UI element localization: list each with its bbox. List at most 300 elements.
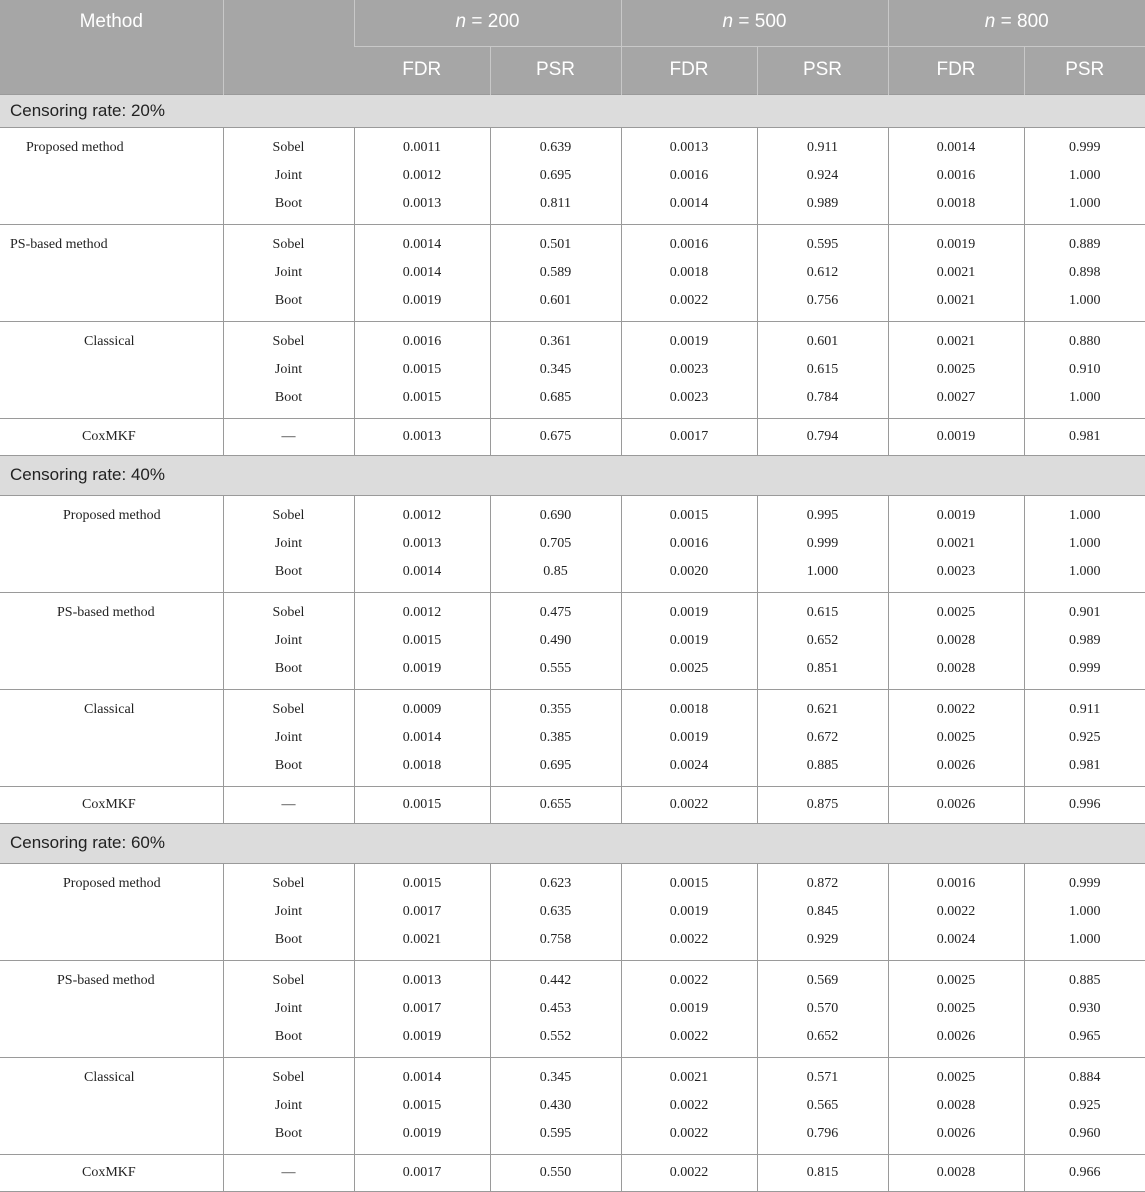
table-row (0, 1057, 1145, 1154)
fdr-cell (354, 495, 490, 592)
test-name: Sobel (224, 1064, 354, 1092)
value: 0.601 (758, 328, 888, 356)
value: 0.0028 (889, 627, 1024, 655)
section-title: Censoring rate: 60% (0, 823, 1145, 863)
test-cell (223, 224, 354, 321)
value: 0.0017 (355, 1155, 490, 1191)
value: 0.639 (491, 134, 621, 162)
table-row (0, 689, 1145, 786)
method-name: PS-based method (0, 593, 223, 627)
fdr-cell (354, 1057, 490, 1154)
test-name: Sobel (224, 502, 354, 530)
method-cell (0, 863, 223, 960)
value: 0.0017 (355, 995, 490, 1023)
n-group-header (354, 0, 621, 46)
value: 0.0024 (622, 752, 757, 780)
value: 0.85 (491, 558, 621, 586)
value: 0.0016 (889, 162, 1024, 190)
value: 0.0019 (355, 655, 490, 683)
value: 0.0015 (355, 870, 490, 898)
value: 0.0028 (889, 655, 1024, 683)
test-cell (223, 689, 354, 786)
fdr-cell (621, 1154, 757, 1191)
value: 0.925 (1025, 724, 1145, 752)
value: 0.0018 (622, 696, 757, 724)
method-name: Classical (0, 322, 223, 356)
value: 0.989 (1025, 627, 1145, 655)
value: 0.635 (491, 898, 621, 926)
value: 0.898 (1025, 259, 1145, 287)
section-row (0, 455, 1145, 495)
value: 0.0021 (889, 259, 1024, 287)
table-row (0, 592, 1145, 689)
value: 0.442 (491, 967, 621, 995)
value: 0.672 (758, 724, 888, 752)
psr-cell (1024, 786, 1145, 823)
fdr-cell (888, 863, 1024, 960)
value: 0.0014 (355, 724, 490, 752)
test-name: Boot (224, 190, 354, 218)
value: 0.885 (758, 752, 888, 780)
value: 1.000 (1025, 162, 1145, 190)
psr-cell (757, 418, 888, 455)
value: 0.999 (1025, 655, 1145, 683)
fdr-cell (621, 418, 757, 455)
value: 0.0013 (355, 419, 490, 455)
value: 0.0022 (622, 1092, 757, 1120)
method-name: Proposed method (0, 864, 223, 898)
fdr-cell (354, 689, 490, 786)
method-name: Classical (0, 690, 223, 724)
fdr-cell (621, 127, 757, 224)
value: 0.0018 (889, 190, 1024, 218)
test-name: Joint (224, 259, 354, 287)
value: 0.0022 (889, 898, 1024, 926)
value: 0.571 (758, 1064, 888, 1092)
method-cell (0, 786, 223, 823)
value: 0.0019 (355, 1023, 490, 1051)
test-cell (223, 863, 354, 960)
value: 0.0025 (889, 1064, 1024, 1092)
value: 0.501 (491, 231, 621, 259)
table-row (0, 418, 1145, 455)
value: 0.0022 (622, 1120, 757, 1148)
fdr-cell (354, 418, 490, 455)
psr-cell (1024, 689, 1145, 786)
table-row (0, 1154, 1145, 1191)
value: 0.0022 (889, 696, 1024, 724)
test-name: Joint (224, 162, 354, 190)
value: 0.758 (491, 926, 621, 954)
fdr-header: FDR (621, 46, 757, 94)
psr-cell (490, 689, 621, 786)
value: 0.0019 (355, 287, 490, 315)
table-row (0, 495, 1145, 592)
method-name: CoxMKF (0, 1155, 223, 1191)
method-name: CoxMKF (0, 787, 223, 823)
table-row (0, 863, 1145, 960)
fdr-cell (621, 1057, 757, 1154)
value: 0.999 (1025, 134, 1145, 162)
value: 0.569 (758, 967, 888, 995)
value: 1.000 (1025, 502, 1145, 530)
value: 0.0023 (622, 384, 757, 412)
test-cell (223, 960, 354, 1057)
section-row (0, 94, 1145, 127)
value: 0.0021 (889, 530, 1024, 558)
method-name: Proposed method (0, 128, 223, 162)
test-name: Sobel (224, 967, 354, 995)
value: 0.911 (1025, 696, 1145, 724)
fdr-cell (888, 592, 1024, 689)
n-symbol: n (723, 11, 734, 32)
value: 0.615 (758, 356, 888, 384)
psr-header: PSR (1024, 46, 1145, 94)
n-value: = 500 (738, 11, 786, 32)
fdr-cell (888, 689, 1024, 786)
test-cell (223, 786, 354, 823)
table-body (0, 94, 1145, 1191)
test-name: Boot (224, 558, 354, 586)
value: 0.756 (758, 287, 888, 315)
psr-cell (757, 863, 888, 960)
value: 1.000 (1025, 898, 1145, 926)
psr-cell (1024, 1057, 1145, 1154)
value: 0.0015 (355, 384, 490, 412)
psr-cell (490, 127, 621, 224)
value: 1.000 (1025, 530, 1145, 558)
value: 0.0025 (889, 967, 1024, 995)
value: 0.0013 (355, 967, 490, 995)
psr-cell (1024, 1154, 1145, 1191)
test-cell (223, 127, 354, 224)
value: 0.0025 (889, 356, 1024, 384)
method-name: PS-based method (0, 225, 223, 259)
value: 0.0022 (622, 287, 757, 315)
n-group-header (888, 0, 1145, 46)
method-cell (0, 495, 223, 592)
test-name: — (224, 1155, 354, 1191)
value: 0.930 (1025, 995, 1145, 1023)
value: 0.652 (758, 1023, 888, 1051)
test-name: Joint (224, 898, 354, 926)
value: 0.705 (491, 530, 621, 558)
value: 0.652 (758, 627, 888, 655)
psr-cell (757, 592, 888, 689)
value: 0.0028 (889, 1092, 1024, 1120)
test-name: Boot (224, 752, 354, 780)
value: 0.565 (758, 1092, 888, 1120)
method-header: Method (0, 0, 223, 94)
value: 0.794 (758, 419, 888, 455)
value: 0.655 (491, 787, 621, 823)
value: 0.0017 (355, 898, 490, 926)
fdr-cell (888, 1057, 1024, 1154)
test-cell (223, 592, 354, 689)
value: 0.0027 (889, 384, 1024, 412)
value: 0.0019 (889, 502, 1024, 530)
header-row-1 (0, 0, 1145, 46)
psr-cell (1024, 321, 1145, 418)
test-name: Joint (224, 530, 354, 558)
psr-cell (1024, 863, 1145, 960)
value: 0.0015 (355, 356, 490, 384)
value: 0.981 (1025, 419, 1145, 455)
value: 0.612 (758, 259, 888, 287)
value: 0.475 (491, 599, 621, 627)
value: 0.0014 (622, 190, 757, 218)
value: 0.0025 (889, 995, 1024, 1023)
method-name: Classical (0, 1058, 223, 1092)
value: 0.0023 (889, 558, 1024, 586)
section-title: Censoring rate: 20% (0, 94, 1145, 127)
psr-cell (757, 960, 888, 1057)
value: 0.875 (758, 787, 888, 823)
value: 0.0026 (889, 787, 1024, 823)
test-name: Joint (224, 627, 354, 655)
fdr-cell (354, 786, 490, 823)
value: 0.910 (1025, 356, 1145, 384)
method-cell (0, 960, 223, 1057)
value: 0.889 (1025, 231, 1145, 259)
value: 0.0021 (622, 1064, 757, 1092)
value: 0.0019 (622, 328, 757, 356)
value: 0.0026 (889, 1120, 1024, 1148)
method-cell (0, 418, 223, 455)
fdr-cell (888, 224, 1024, 321)
test-name: Sobel (224, 870, 354, 898)
method-cell (0, 321, 223, 418)
n-group-header (621, 0, 888, 46)
value: 0.999 (1025, 870, 1145, 898)
value: 0.675 (491, 419, 621, 455)
value: 0.999 (758, 530, 888, 558)
value: 0.884 (1025, 1064, 1145, 1092)
fdr-cell (354, 1154, 490, 1191)
value: 0.981 (1025, 752, 1145, 780)
value: 0.361 (491, 328, 621, 356)
psr-cell (490, 495, 621, 592)
test-name: Boot (224, 655, 354, 683)
fdr-cell (621, 592, 757, 689)
fdr-cell (621, 786, 757, 823)
value: 0.0022 (622, 926, 757, 954)
value: 0.552 (491, 1023, 621, 1051)
value: 0.0018 (622, 259, 757, 287)
test-name: Sobel (224, 599, 354, 627)
fdr-header: FDR (888, 46, 1024, 94)
psr-cell (1024, 224, 1145, 321)
value: 0.0011 (355, 134, 490, 162)
value: 0.0015 (622, 502, 757, 530)
value: 0.0024 (889, 926, 1024, 954)
value: 0.911 (758, 134, 888, 162)
test-name: Boot (224, 1023, 354, 1051)
fdr-cell (354, 224, 490, 321)
psr-cell (757, 689, 888, 786)
table-row (0, 127, 1145, 224)
value: 0.0026 (889, 752, 1024, 780)
psr-cell (490, 1057, 621, 1154)
fdr-cell (621, 689, 757, 786)
psr-cell (757, 1057, 888, 1154)
method-cell (0, 127, 223, 224)
n-value: = 800 (1001, 11, 1049, 32)
value: 0.0026 (889, 1023, 1024, 1051)
psr-cell (757, 1154, 888, 1191)
fdr-cell (354, 127, 490, 224)
value: 0.555 (491, 655, 621, 683)
value: 0.0022 (622, 787, 757, 823)
fdr-cell (354, 863, 490, 960)
value: 0.0016 (622, 231, 757, 259)
value: 0.0021 (889, 287, 1024, 315)
value: 0.0014 (355, 558, 490, 586)
fdr-cell (888, 786, 1024, 823)
fdr-cell (888, 960, 1024, 1057)
fdr-cell (621, 495, 757, 592)
value: 0.0015 (355, 1092, 490, 1120)
method-cell (0, 224, 223, 321)
value: 0.815 (758, 1155, 888, 1191)
value: 0.995 (758, 502, 888, 530)
value: 0.453 (491, 995, 621, 1023)
psr-cell (757, 321, 888, 418)
psr-cell (1024, 418, 1145, 455)
psr-cell (757, 127, 888, 224)
section-row (0, 823, 1145, 863)
fdr-cell (888, 321, 1024, 418)
value: 1.000 (1025, 190, 1145, 218)
psr-cell (1024, 127, 1145, 224)
value: 0.851 (758, 655, 888, 683)
value: 0.0016 (889, 870, 1024, 898)
value: 0.690 (491, 502, 621, 530)
method-cell (0, 689, 223, 786)
psr-cell (490, 418, 621, 455)
fdr-cell (621, 321, 757, 418)
value: 0.615 (758, 599, 888, 627)
psr-header: PSR (490, 46, 621, 94)
value: 0.0022 (622, 967, 757, 995)
value: 0.550 (491, 1155, 621, 1191)
psr-cell (1024, 495, 1145, 592)
method-name: CoxMKF (0, 419, 223, 455)
method-cell (0, 1057, 223, 1154)
value: 1.000 (1025, 287, 1145, 315)
value: 1.000 (1025, 384, 1145, 412)
value: 1.000 (1025, 926, 1145, 954)
value: 0.430 (491, 1092, 621, 1120)
psr-cell (490, 224, 621, 321)
value: 0.0014 (355, 231, 490, 259)
value: 0.0020 (622, 558, 757, 586)
n-value: = 200 (471, 11, 519, 32)
value: 0.570 (758, 995, 888, 1023)
value: 0.0025 (622, 655, 757, 683)
value: 0.0012 (355, 162, 490, 190)
test-name: Sobel (224, 134, 354, 162)
value: 0.0019 (622, 995, 757, 1023)
value: 0.0023 (622, 356, 757, 384)
value: 0.0015 (355, 627, 490, 655)
value: 0.345 (491, 356, 621, 384)
value: 0.0019 (355, 1120, 490, 1148)
psr-cell (490, 786, 621, 823)
test-name: Boot (224, 1120, 354, 1148)
value: 1.000 (758, 558, 888, 586)
value: 0.0018 (355, 752, 490, 780)
value: 0.695 (491, 162, 621, 190)
psr-cell (1024, 960, 1145, 1057)
value: 0.960 (1025, 1120, 1145, 1148)
fdr-cell (621, 863, 757, 960)
table-row (0, 321, 1145, 418)
fdr-cell (621, 224, 757, 321)
value: 0.490 (491, 627, 621, 655)
test-name: Boot (224, 287, 354, 315)
value: 0.811 (491, 190, 621, 218)
method-name: Proposed method (0, 496, 223, 530)
table-row (0, 224, 1145, 321)
value: 0.0013 (355, 530, 490, 558)
section-title: Censoring rate: 40% (0, 455, 1145, 495)
fdr-cell (354, 321, 490, 418)
method-cell (0, 592, 223, 689)
psr-header: PSR (757, 46, 888, 94)
value: 0.989 (758, 190, 888, 218)
value: 0.0019 (889, 419, 1024, 455)
test-cell (223, 495, 354, 592)
table-row (0, 786, 1145, 823)
value: 0.880 (1025, 328, 1145, 356)
test-cell (223, 1057, 354, 1154)
value: 0.0028 (889, 1155, 1024, 1191)
value: 0.0013 (622, 134, 757, 162)
fdr-cell (888, 495, 1024, 592)
value: 0.0012 (355, 599, 490, 627)
value: 0.0009 (355, 696, 490, 724)
psr-cell (757, 786, 888, 823)
value: 0.0017 (622, 419, 757, 455)
value: 0.0022 (622, 1023, 757, 1051)
value: 0.695 (491, 752, 621, 780)
value: 0.601 (491, 287, 621, 315)
psr-cell (490, 592, 621, 689)
value: 0.0021 (889, 328, 1024, 356)
value: 0.929 (758, 926, 888, 954)
fdr-header: FDR (354, 46, 490, 94)
test-name: Joint (224, 995, 354, 1023)
value: 0.0019 (889, 231, 1024, 259)
value: 0.355 (491, 696, 621, 724)
test-name: Sobel (224, 696, 354, 724)
value: 0.901 (1025, 599, 1145, 627)
test-cell (223, 418, 354, 455)
value: 0.0021 (355, 926, 490, 954)
n-symbol: n (456, 11, 467, 32)
value: 0.784 (758, 384, 888, 412)
value: 0.623 (491, 870, 621, 898)
value: 0.885 (1025, 967, 1145, 995)
value: 0.0015 (622, 870, 757, 898)
fdr-cell (621, 960, 757, 1057)
value: 0.589 (491, 259, 621, 287)
test-cell (223, 1154, 354, 1191)
test-name: Joint (224, 1092, 354, 1120)
value: 0.0014 (355, 1064, 490, 1092)
fdr-cell (354, 592, 490, 689)
